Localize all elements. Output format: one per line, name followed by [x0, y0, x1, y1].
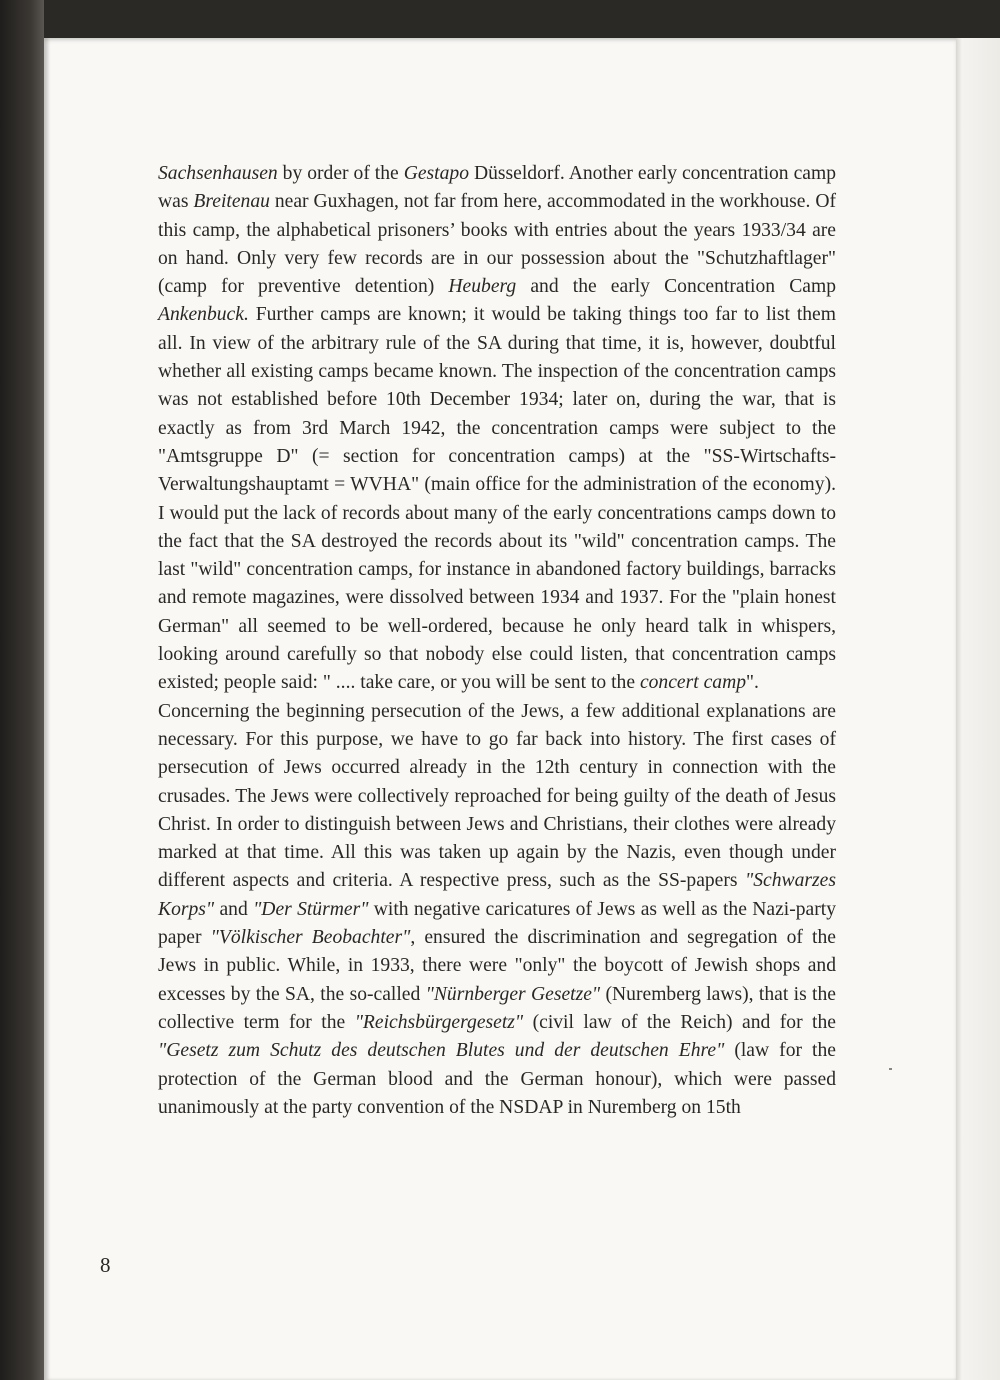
paragraph	[158, 160, 836, 698]
text-run: and the early Concentration Camp	[516, 276, 836, 298]
italic-run: "Völkischer Beobachter"	[210, 927, 411, 949]
text-run: near Guxhagen, not far from here, accommodated in the workhouse. Of this camp, the alphabetical prisoners’ books with entries about the years 1933/34 are on hand. Only very few records are in our possession about the "Schutzhaftlager" (camp for preventive detention)	[158, 191, 836, 298]
italic-run: Breitenau	[193, 191, 270, 213]
italic-run: "Der Stürmer"	[253, 898, 369, 920]
paper-speck	[889, 1068, 892, 1070]
book-spine-shadow	[0, 0, 44, 1380]
next-page-edge	[956, 38, 1000, 1380]
italic-run: "Nürnberger Gesetze"	[425, 983, 601, 1005]
text-run: Düsseldorf. Another early concentration camp was	[158, 163, 836, 213]
text-run: (law for the protection of the German blood and the German honour), which were passed unanimously at the party convention of the NSDAP in Nuremberg on 15th	[158, 1040, 836, 1118]
italic-run: Ankenbuck.	[158, 304, 249, 326]
italic-run: Sachsenhausen	[158, 163, 278, 184]
text-run: Concerning the beginning persecution of the Jews, a few additional explanations are necessary. For this purpose, we have to go far back into history. The first cases of persecution of Jews occurred already in the 12th century in connection with the crusades. The Jews were collectively reproached for being guilty of the death of Jesus Christ. In order to distinguish between Jews and Christians, their clothes were already marked at that time. All this was taken up again by the Nazis, even though under different aspects and criteria. A respective press, such as the SS-papers	[158, 700, 836, 892]
text-run: ".	[746, 672, 759, 694]
italic-run: "Gesetz zum Schutz des deutschen Blutes und der deutschen Ehre"	[158, 1040, 725, 1062]
italic-run: concert camp	[639, 672, 747, 694]
italic-run: "Reichsbürgergesetz"	[354, 1011, 524, 1033]
text-run: by order of the	[277, 163, 404, 184]
body-text	[158, 160, 836, 1122]
paragraph	[158, 698, 836, 1122]
page-number: 8	[100, 1253, 111, 1277]
text-run: and	[214, 898, 254, 920]
italic-run: Heuberg	[448, 276, 517, 298]
text-run: Further camps are known; it would be taking things too far to list them all. In view of the arbitrary rule of the SA during that time, it is, however, doubtful whether all existing camps became known. The inspection of the concentration camps was not established before 10th December 1934; later on, during the war, that is exactly as from 3rd March 1942, the concentration camps were subject to the "Amtsgruppe D" (= section for concentration camps) at the "SS-Wirtschafts-Verwaltungshauptamt = WVHA" (main office for the administration of the economy). I would put the lack of records about many of the early concentrations camps down to the fact that the SA destroyed the records about its "wild" concentration camps. The last "wild" concentration camps, for instance in abandoned factory buildings, barracks and remote magazines, were dissolved between 1934 and 1937. For the "plain honest German" all seemed to be well-ordered, because he only heard talk in whispers, looking around carefully so that nobody else could listen, that concentration camps existed; people said: " .... take care, or you will be sent to the	[158, 304, 836, 694]
text-run: , ensured the discrimination and segregation of the Jews in public. While, in 1933, there were "only" the boycott of Jewish shops and excesses by the SA, the so-called	[158, 927, 836, 1005]
italic-run: "Schwarzes Korps"	[158, 870, 836, 920]
italic-run: Gestapo	[403, 163, 469, 184]
text-run: (Nuremberg laws), that is the collective term for the	[158, 983, 836, 1033]
text-run: with negative caricatures of Jews as well as the Nazi-party paper	[158, 898, 836, 949]
text-run: (civil law of the Reich) and for the	[523, 1011, 836, 1033]
